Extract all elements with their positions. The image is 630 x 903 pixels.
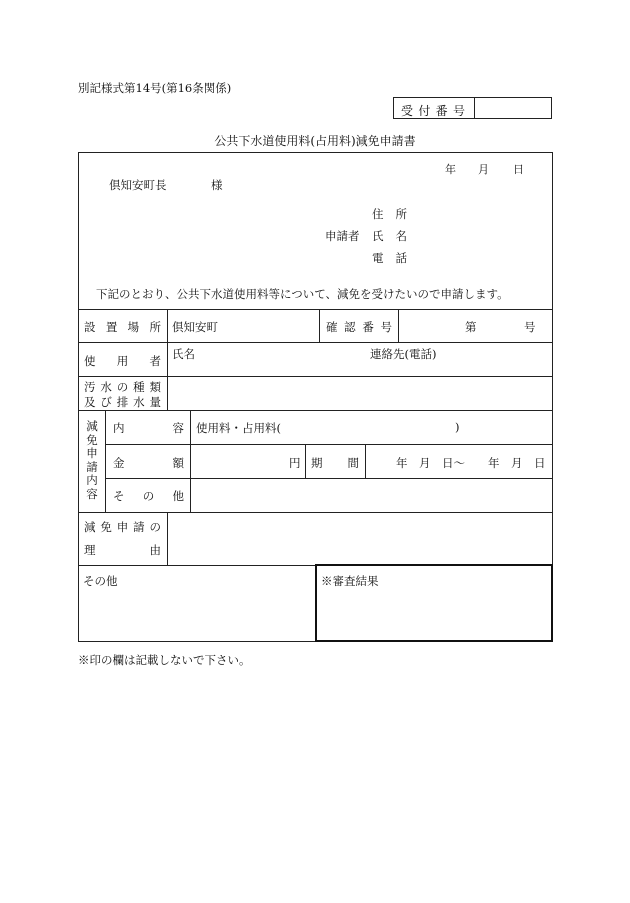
confirm-dai-label: 第 bbox=[465, 320, 477, 334]
address-label: 住 所 bbox=[372, 207, 407, 221]
name-label: 氏 名 bbox=[372, 229, 407, 243]
confirm-number-label: 確 認 番 号 bbox=[326, 320, 392, 334]
content-close-paren: ) bbox=[455, 420, 460, 434]
content-label: 内 容 bbox=[113, 421, 184, 435]
phone-label: 電 話 bbox=[372, 251, 407, 265]
review-result-label: ※審査結果 bbox=[321, 574, 379, 588]
amount-label: 金 額 bbox=[113, 456, 184, 470]
date-year-label: 年 bbox=[445, 163, 456, 176]
content-value[interactable]: 使用料・占用料( bbox=[196, 421, 281, 435]
date-day-label: 日 bbox=[513, 163, 524, 176]
footnote: ※印の欄は記載しないで下さい。 bbox=[78, 653, 251, 667]
receipt-box bbox=[393, 97, 552, 119]
bottom-other-label: その他 bbox=[83, 574, 118, 588]
location-value[interactable]: 倶知安町 bbox=[172, 320, 218, 334]
addressee-name: 倶知安町長 bbox=[109, 178, 167, 192]
form-number: 別記様式第14号(第16条関係) bbox=[78, 81, 232, 95]
exemption-group-label: 減免申請内容 bbox=[86, 419, 98, 501]
reason-label-line2: 理 由 bbox=[84, 543, 161, 557]
user-label: 使 用 者 bbox=[84, 354, 161, 368]
period-value[interactable]: 年 月 日〜 年 月 日 bbox=[396, 456, 546, 470]
addressee-honorific: 様 bbox=[211, 178, 223, 192]
form-title: 公共下水道使用料(占用料)減免申請書 bbox=[214, 134, 416, 148]
period-label: 期 間 bbox=[311, 456, 359, 470]
confirm-go-label: 号 bbox=[524, 320, 536, 334]
declaration-text: 下記のとおり、公共下水道使用料等について、減免を受けたいので申請します。 bbox=[96, 287, 509, 301]
applicant-heading: 申請者 bbox=[325, 229, 360, 243]
user-contact-label: 連絡先(電話) bbox=[370, 347, 437, 361]
other-label: そ の 他 bbox=[113, 489, 184, 503]
sewage-label-line1: 汚 水 の 種 類 bbox=[84, 380, 161, 394]
receipt-value-field[interactable] bbox=[475, 98, 551, 118]
amount-unit: 円 bbox=[289, 456, 301, 470]
user-name-label: 氏名 bbox=[172, 347, 195, 361]
receipt-label: 受 付 番 号 bbox=[401, 104, 465, 118]
sewage-label-line2: 及 び 排 水 量 bbox=[84, 395, 161, 409]
date-month-label: 月 bbox=[478, 163, 489, 176]
location-label: 設 置 場 所 bbox=[84, 320, 161, 334]
reason-label-line1: 減 免 申 請 の bbox=[84, 520, 161, 534]
